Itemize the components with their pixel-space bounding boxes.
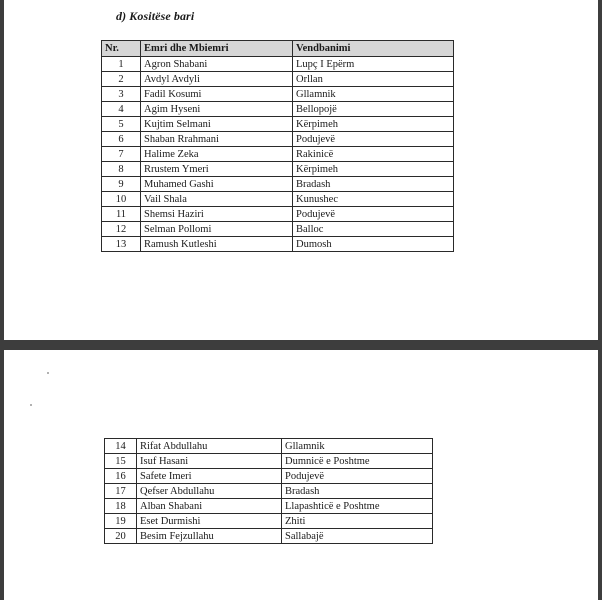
row-name: Isuf Hasani	[137, 454, 282, 469]
row-residence: Kërpimeh	[293, 162, 454, 177]
section-heading: d) Kositëse bari	[116, 9, 195, 23]
row-name: Alban Shabani	[137, 499, 282, 514]
row-name: Agim Hyseni	[141, 102, 293, 117]
recipients-table-part-2	[104, 438, 433, 544]
row-name: Ramush Kutleshi	[141, 237, 293, 252]
row-number: 17	[105, 484, 137, 499]
row-name: Safete Imeri	[137, 469, 282, 484]
table-row	[102, 222, 454, 237]
row-name: Qefser Abdullahu	[137, 484, 282, 499]
table-row	[102, 147, 454, 162]
table-row	[102, 132, 454, 147]
column-header-residence: Vendbanimi	[293, 41, 454, 57]
row-name: Besim Fejzullahu	[137, 529, 282, 544]
row-residence: Dumnicë e Poshtme	[282, 454, 433, 469]
table-row	[105, 469, 433, 484]
row-number: 4	[102, 102, 141, 117]
table-row	[105, 529, 433, 544]
table-row	[105, 439, 433, 454]
row-residence: Kunushec	[293, 192, 454, 207]
row-number: 15	[105, 454, 137, 469]
row-number: 18	[105, 499, 137, 514]
table-row	[102, 87, 454, 102]
document-page-2	[4, 350, 598, 600]
row-number: 6	[102, 132, 141, 147]
row-name: Shaban Rrahmani	[141, 132, 293, 147]
row-residence: Podujevë	[293, 207, 454, 222]
row-residence: Bellopojë	[293, 102, 454, 117]
row-name: Fadil Kosumi	[141, 87, 293, 102]
row-residence: Podujevë	[293, 132, 454, 147]
row-name: Shemsi Haziri	[141, 207, 293, 222]
row-name: Rifat Abdullahu	[137, 439, 282, 454]
row-number: 19	[105, 514, 137, 529]
table-row	[105, 454, 433, 469]
row-residence: Orllan	[293, 72, 454, 87]
row-residence: Rakinicë	[293, 147, 454, 162]
table-row	[102, 207, 454, 222]
row-name: Muhamed Gashi	[141, 177, 293, 192]
row-number: 2	[102, 72, 141, 87]
row-number: 11	[102, 207, 141, 222]
row-number: 9	[102, 177, 141, 192]
row-name: Selman Pollomi	[141, 222, 293, 237]
table-row	[102, 177, 454, 192]
table-row	[102, 237, 454, 252]
scan-speck	[30, 404, 32, 406]
row-number: 7	[102, 147, 141, 162]
row-residence: Bradash	[293, 177, 454, 192]
row-residence: Sallabajë	[282, 529, 433, 544]
row-name: Avdyl Avdyli	[141, 72, 293, 87]
row-residence: Dumosh	[293, 237, 454, 252]
row-name: Agron Shabani	[141, 57, 293, 72]
row-residence: Lupç I Epërm	[293, 57, 454, 72]
row-name: Halime Zeka	[141, 147, 293, 162]
row-number: 16	[105, 469, 137, 484]
row-residence: Balloc	[293, 222, 454, 237]
column-header-name: Emri dhe Mbiemri	[141, 41, 293, 57]
row-number: 5	[102, 117, 141, 132]
row-residence: Podujevë	[282, 469, 433, 484]
table-row	[102, 72, 454, 87]
row-number: 3	[102, 87, 141, 102]
table-row	[105, 484, 433, 499]
row-residence: Zhiti	[282, 514, 433, 529]
document-page-1	[4, 0, 598, 340]
row-name: Vail Shala	[141, 192, 293, 207]
row-residence: Bradash	[282, 484, 433, 499]
row-name: Rrustem Ymeri	[141, 162, 293, 177]
table-row	[102, 162, 454, 177]
row-residence: Kërpimeh	[293, 117, 454, 132]
scan-speck	[47, 372, 49, 374]
table-row	[102, 57, 454, 72]
row-number: 12	[102, 222, 141, 237]
row-number: 10	[102, 192, 141, 207]
row-residence: Gllamnik	[282, 439, 433, 454]
row-number: 8	[102, 162, 141, 177]
table-row	[105, 499, 433, 514]
table-row	[102, 102, 454, 117]
table-header-row	[102, 41, 454, 57]
row-name: Eset Durmishi	[137, 514, 282, 529]
row-number: 13	[102, 237, 141, 252]
row-name: Kujtim Selmani	[141, 117, 293, 132]
row-residence: Llapashticë e Poshtme	[282, 499, 433, 514]
row-number: 20	[105, 529, 137, 544]
column-header-nr: Nr.	[102, 41, 141, 57]
table-row	[105, 514, 433, 529]
recipients-table-part-1	[101, 40, 454, 252]
row-residence: Gllamnik	[293, 87, 454, 102]
table-row	[102, 117, 454, 132]
row-number: 1	[102, 57, 141, 72]
row-number: 14	[105, 439, 137, 454]
table-row	[102, 192, 454, 207]
